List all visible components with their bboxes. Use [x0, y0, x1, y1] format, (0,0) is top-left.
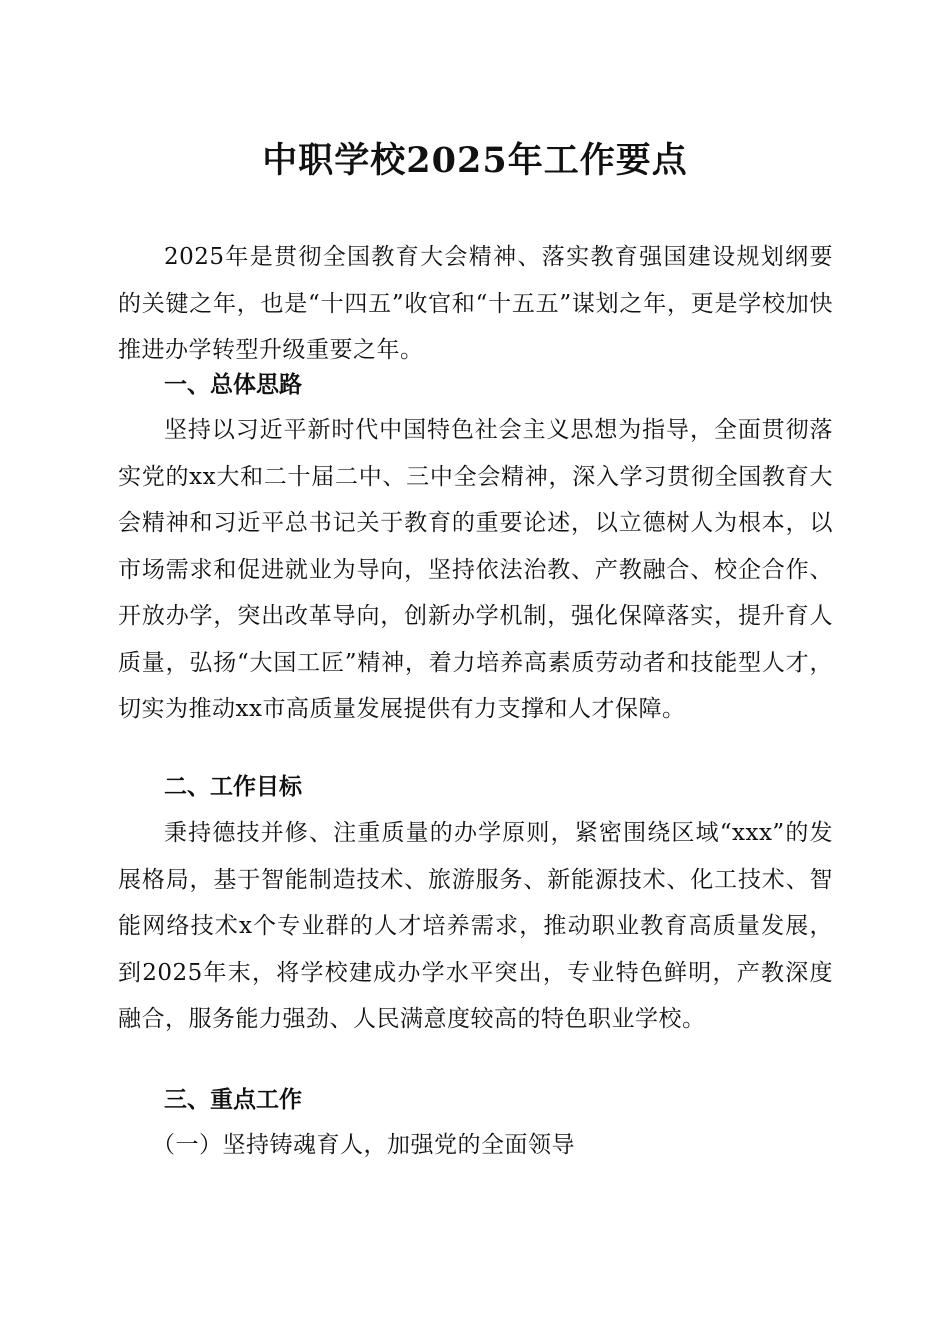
section-body-overall-approach: 坚持以习近平新时代中国特色社会主义思想为指导，全面贯彻落实党的xx大和二十届二中、三中全会精神，深入学习贯彻全国教育大会精神和习近平总书记关于教育的重要论述，以立德树人为根本，以市场需求和促进就业为导向，坚持依法治教、产教融合、校企合作、开放办学，突出改革导向，创新办学机制，强化保障落实，提升育人质量，弘扬“大国工匠”精神，着力培养高素质劳动者和技能型人才，切实为推动xx市高质量发展提供有力支撑和人才保障。 — [118, 417, 833, 722]
section-heading-overall-approach: 一、总体思路 — [164, 372, 302, 398]
intro-paragraph: 2025年是贯彻全国教育大会精神、落实教育强国建设规划纲要的关键之年，也是“十四五”收官和“十五五”谋划之年，更是学校加快推进办学转型升级重要之年。 — [118, 244, 833, 363]
page-title: 中职学校2025年工作要点 — [262, 140, 688, 181]
section-heading-key-tasks: 三、重点工作 — [164, 1087, 302, 1113]
subsection-heading-party-leadership: （一）坚持铸魂育人，加强党的全面领导 — [152, 1132, 575, 1158]
section-body-work-goals: 秉持德技并修、注重质量的办学原则，紧密围绕区域“xxx”的发展格局，基于智能制造技术、旅游服务、新能源技术、化工技术、智能网络技术x个专业群的人才培养需求，推动职业教育高质量发展，到2025年末，将学校建成办学水平突出，专业特色鲜明，产教深度融合，服务能力强劲、人民满意度较高的特色职业学校。 — [118, 820, 833, 1032]
section-heading-work-goals: 二、工作目标 — [164, 774, 302, 800]
